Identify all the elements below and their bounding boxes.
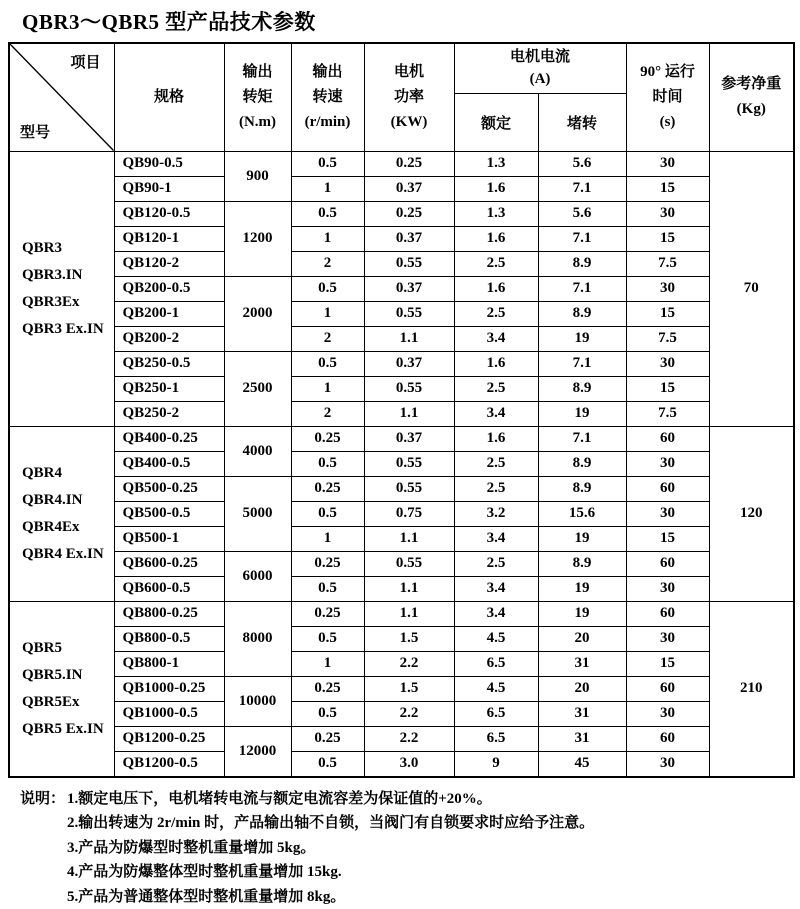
rated-current-cell: 3.4 <box>454 576 538 601</box>
header-power: 电机 功率 (KW) <box>364 43 454 151</box>
notes-items <box>67 787 594 909</box>
model-name: QBR5 <box>22 635 114 662</box>
locked-current-cell: 7.1 <box>538 426 626 451</box>
locked-current-cell: 15.6 <box>538 501 626 526</box>
table-row <box>9 401 794 426</box>
table-row <box>9 501 794 526</box>
spec-cell: QB500-1 <box>114 526 224 551</box>
spec-cell: QB1200-0.5 <box>114 751 224 777</box>
time-cell: 60 <box>626 726 709 751</box>
rated-current-cell: 3.2 <box>454 501 538 526</box>
header-torque: 输出 转矩 (N.m) <box>224 43 291 151</box>
rated-current-cell: 3.4 <box>454 326 538 351</box>
table-row <box>9 451 794 476</box>
weight-cell: 70 <box>709 151 794 426</box>
torque-cell: 12000 <box>224 726 291 777</box>
speed-cell: 1 <box>291 526 364 551</box>
note-item: 4.产品为防爆整体型时整机重量增加 15kg. <box>67 860 594 885</box>
weight-cell: 120 <box>709 426 794 601</box>
rated-current-cell: 3.4 <box>454 401 538 426</box>
spec-cell: QB200-1 <box>114 301 224 326</box>
table-row <box>9 526 794 551</box>
locked-current-cell: 45 <box>538 751 626 777</box>
spec-cell: QB500-0.5 <box>114 501 224 526</box>
power-cell: 0.75 <box>364 501 454 526</box>
torque-cell: 2500 <box>224 351 291 426</box>
rated-current-cell: 1.6 <box>454 226 538 251</box>
notes-label: 说明： <box>20 787 67 909</box>
model-name: QBR4 <box>22 460 114 487</box>
locked-current-cell: 20 <box>538 676 626 701</box>
rated-current-cell: 1.6 <box>454 176 538 201</box>
power-cell: 1.1 <box>364 401 454 426</box>
locked-current-cell: 8.9 <box>538 476 626 501</box>
torque-cell: 900 <box>224 151 291 201</box>
locked-current-cell: 20 <box>538 626 626 651</box>
spec-cell: QB1200-0.25 <box>114 726 224 751</box>
spec-cell: QB1000-0.5 <box>114 701 224 726</box>
model-name: QBR3 Ex.IN <box>22 316 114 343</box>
model-name: QBR5 Ex.IN <box>22 716 114 743</box>
power-cell: 0.25 <box>364 201 454 226</box>
model-name: QBR4Ex <box>22 514 114 541</box>
table-row <box>9 226 794 251</box>
power-cell: 2.2 <box>364 726 454 751</box>
speed-cell: 1 <box>291 376 364 401</box>
rated-current-cell: 3.4 <box>454 601 538 626</box>
power-cell: 3.0 <box>364 751 454 777</box>
locked-current-cell: 31 <box>538 651 626 676</box>
corner-label-item: 项目 <box>70 51 100 72</box>
power-cell: 0.55 <box>364 301 454 326</box>
table-row <box>9 376 794 401</box>
time-cell: 60 <box>626 601 709 626</box>
speed-cell: 0.5 <box>291 701 364 726</box>
locked-current-cell: 7.1 <box>538 176 626 201</box>
spec-cell: QB400-0.5 <box>114 451 224 476</box>
spec-cell: QB90-0.5 <box>114 151 224 176</box>
power-cell: 0.55 <box>364 476 454 501</box>
power-cell: 1.1 <box>364 526 454 551</box>
header-spec: 规格 <box>114 43 224 151</box>
table-row <box>9 201 794 226</box>
spec-cell: QB200-2 <box>114 326 224 351</box>
header-rated-current: 额定 <box>454 93 538 151</box>
table-row <box>9 176 794 201</box>
note-item: 3.产品为防爆型时整机重量增加 5kg。 <box>67 836 594 861</box>
spec-cell: QB400-0.25 <box>114 426 224 451</box>
time-cell: 30 <box>626 626 709 651</box>
speed-cell: 0.25 <box>291 676 364 701</box>
table-row <box>9 601 794 626</box>
torque-cell: 4000 <box>224 426 291 476</box>
power-cell: 1.1 <box>364 326 454 351</box>
speed-cell: 0.5 <box>291 751 364 777</box>
torque-cell: 6000 <box>224 551 291 601</box>
model-name: QBR3Ex <box>22 289 114 316</box>
power-cell: 0.55 <box>364 251 454 276</box>
power-cell: 0.55 <box>364 451 454 476</box>
power-cell: 0.37 <box>364 426 454 451</box>
table-row <box>9 301 794 326</box>
speed-cell: 1 <box>291 226 364 251</box>
model-name: QBR5.IN <box>22 662 114 689</box>
power-cell: 1.1 <box>364 601 454 626</box>
power-cell: 1.1 <box>364 576 454 601</box>
power-cell: 1.5 <box>364 626 454 651</box>
spec-cell: QB600-0.5 <box>114 576 224 601</box>
speed-cell: 0.25 <box>291 551 364 576</box>
table-row <box>9 701 794 726</box>
table-row <box>9 476 794 501</box>
speed-cell: 1 <box>291 651 364 676</box>
rated-current-cell: 2.5 <box>454 376 538 401</box>
speed-cell: 0.25 <box>291 726 364 751</box>
spec-cell: QB1000-0.25 <box>114 676 224 701</box>
locked-current-cell: 19 <box>538 401 626 426</box>
header-current-group: 电机电流 (A) <box>454 43 626 93</box>
table-row <box>9 326 794 351</box>
page-title: QBR3～QBR5 型产品技术参数 <box>22 6 800 36</box>
rated-current-cell: 2.5 <box>454 301 538 326</box>
torque-cell: 2000 <box>224 276 291 351</box>
power-cell: 0.55 <box>364 376 454 401</box>
speed-cell: 2 <box>291 251 364 276</box>
time-cell: 30 <box>626 276 709 301</box>
rated-current-cell: 6.5 <box>454 726 538 751</box>
locked-current-cell: 7.1 <box>538 276 626 301</box>
power-cell: 1.5 <box>364 676 454 701</box>
spec-cell: QB120-2 <box>114 251 224 276</box>
weight-cell: 210 <box>709 601 794 777</box>
model-name: QBR3 <box>22 235 114 262</box>
speed-cell: 0.5 <box>291 626 364 651</box>
power-cell: 0.55 <box>364 551 454 576</box>
time-cell: 15 <box>626 176 709 201</box>
rated-current-cell: 6.5 <box>454 701 538 726</box>
time-cell: 7.5 <box>626 326 709 351</box>
speed-cell: 0.5 <box>291 501 364 526</box>
time-cell: 30 <box>626 201 709 226</box>
locked-current-cell: 19 <box>538 601 626 626</box>
model-name: QBR3.IN <box>22 262 114 289</box>
power-cell: 0.37 <box>364 276 454 301</box>
spec-cell: QB500-0.25 <box>114 476 224 501</box>
table-row <box>9 351 794 376</box>
locked-current-cell: 19 <box>538 576 626 601</box>
locked-current-cell: 8.9 <box>538 376 626 401</box>
table-row <box>9 576 794 601</box>
locked-current-cell: 8.9 <box>538 301 626 326</box>
speed-cell: 1 <box>291 301 364 326</box>
rated-current-cell: 4.5 <box>454 676 538 701</box>
header-speed: 输出 转速 (r/min) <box>291 43 364 151</box>
speed-cell: 0.25 <box>291 476 364 501</box>
time-cell: 30 <box>626 701 709 726</box>
speed-cell: 2 <box>291 326 364 351</box>
table-row <box>9 276 794 301</box>
power-cell: 2.2 <box>364 651 454 676</box>
model-name: QBR4.IN <box>22 487 114 514</box>
rated-current-cell: 2.5 <box>454 451 538 476</box>
locked-current-cell: 8.9 <box>538 251 626 276</box>
rated-current-cell: 9 <box>454 751 538 777</box>
speed-cell: 0.5 <box>291 201 364 226</box>
locked-current-cell: 7.1 <box>538 226 626 251</box>
spec-cell: QB250-0.5 <box>114 351 224 376</box>
time-cell: 60 <box>626 676 709 701</box>
table-row <box>9 676 794 701</box>
model-name: QBR5Ex <box>22 689 114 716</box>
locked-current-cell: 8.9 <box>538 551 626 576</box>
table-row <box>9 426 794 451</box>
locked-current-cell: 5.6 <box>538 201 626 226</box>
rated-current-cell: 1.6 <box>454 351 538 376</box>
time-cell: 7.5 <box>626 251 709 276</box>
model-name: QBR4 Ex.IN <box>22 541 114 568</box>
time-cell: 15 <box>626 226 709 251</box>
rated-current-cell: 1.3 <box>454 151 538 176</box>
table-row <box>9 551 794 576</box>
rated-current-cell: 6.5 <box>454 651 538 676</box>
spec-cell: QB200-0.5 <box>114 276 224 301</box>
speed-cell: 0.25 <box>291 601 364 626</box>
note-item: 2.输出转速为 2r/min 时，产品输出轴不自锁，当阀门有自锁要求时应给予注意。 <box>67 811 594 836</box>
table-row <box>9 751 794 777</box>
model-cell <box>9 601 114 777</box>
spec-cell: QB250-1 <box>114 376 224 401</box>
header-weight: 参考净重 (Kg) <box>709 43 794 151</box>
spec-cell: QB800-0.25 <box>114 601 224 626</box>
speed-cell: 0.5 <box>291 451 364 476</box>
locked-current-cell: 7.1 <box>538 351 626 376</box>
speed-cell: 0.5 <box>291 351 364 376</box>
notes <box>20 787 800 909</box>
corner-cell <box>9 43 114 151</box>
rated-current-cell: 1.6 <box>454 276 538 301</box>
power-cell: 0.37 <box>364 226 454 251</box>
torque-cell: 5000 <box>224 476 291 551</box>
rated-current-cell: 4.5 <box>454 626 538 651</box>
time-cell: 15 <box>626 526 709 551</box>
corner-label-model: 型号 <box>20 121 50 142</box>
rated-current-cell: 1.3 <box>454 201 538 226</box>
table-row <box>9 251 794 276</box>
time-cell: 30 <box>626 576 709 601</box>
rated-current-cell: 2.5 <box>454 251 538 276</box>
table-row <box>9 726 794 751</box>
locked-current-cell: 19 <box>538 526 626 551</box>
spec-cell: QB800-1 <box>114 651 224 676</box>
time-cell: 7.5 <box>626 401 709 426</box>
locked-current-cell: 19 <box>538 326 626 351</box>
rated-current-cell: 2.5 <box>454 476 538 501</box>
spec-cell: QB250-2 <box>114 401 224 426</box>
spec-cell: QB800-0.5 <box>114 626 224 651</box>
model-cell <box>9 151 114 426</box>
speed-cell: 1 <box>291 176 364 201</box>
speed-cell: 2 <box>291 401 364 426</box>
time-cell: 30 <box>626 351 709 376</box>
spec-cell: QB90-1 <box>114 176 224 201</box>
torque-cell: 1200 <box>224 201 291 276</box>
time-cell: 30 <box>626 451 709 476</box>
time-cell: 15 <box>626 651 709 676</box>
rated-current-cell: 2.5 <box>454 551 538 576</box>
table-row <box>9 151 794 176</box>
locked-current-cell: 31 <box>538 701 626 726</box>
locked-current-cell: 8.9 <box>538 451 626 476</box>
torque-cell: 10000 <box>224 676 291 726</box>
speed-cell: 0.5 <box>291 276 364 301</box>
time-cell: 30 <box>626 501 709 526</box>
rated-current-cell: 3.4 <box>454 526 538 551</box>
speed-cell: 0.5 <box>291 151 364 176</box>
rated-current-cell: 1.6 <box>454 426 538 451</box>
table-row <box>9 626 794 651</box>
power-cell: 0.25 <box>364 151 454 176</box>
power-cell: 0.37 <box>364 351 454 376</box>
time-cell: 15 <box>626 376 709 401</box>
locked-current-cell: 5.6 <box>538 151 626 176</box>
time-cell: 60 <box>626 426 709 451</box>
header-run-time: 90° 运行 时间 (s) <box>626 43 709 151</box>
locked-current-cell: 31 <box>538 726 626 751</box>
speed-cell: 0.25 <box>291 426 364 451</box>
spec-cell: QB120-1 <box>114 226 224 251</box>
time-cell: 15 <box>626 301 709 326</box>
note-item: 5.产品为普通整体型时整机重量增加 8kg。 <box>67 885 594 909</box>
model-cell <box>9 426 114 601</box>
torque-cell: 8000 <box>224 601 291 676</box>
note-item: 1.额定电压下，电机堵转电流与额定电流容差为保证值的+20%。 <box>67 787 594 812</box>
time-cell: 30 <box>626 151 709 176</box>
time-cell: 60 <box>626 551 709 576</box>
speed-cell: 0.5 <box>291 576 364 601</box>
time-cell: 30 <box>626 751 709 777</box>
spec-table <box>8 42 795 778</box>
table-row <box>9 651 794 676</box>
header-locked-current: 堵转 <box>538 93 626 151</box>
spec-cell: QB120-0.5 <box>114 201 224 226</box>
spec-cell: QB600-0.25 <box>114 551 224 576</box>
power-cell: 2.2 <box>364 701 454 726</box>
time-cell: 60 <box>626 476 709 501</box>
power-cell: 0.37 <box>364 176 454 201</box>
